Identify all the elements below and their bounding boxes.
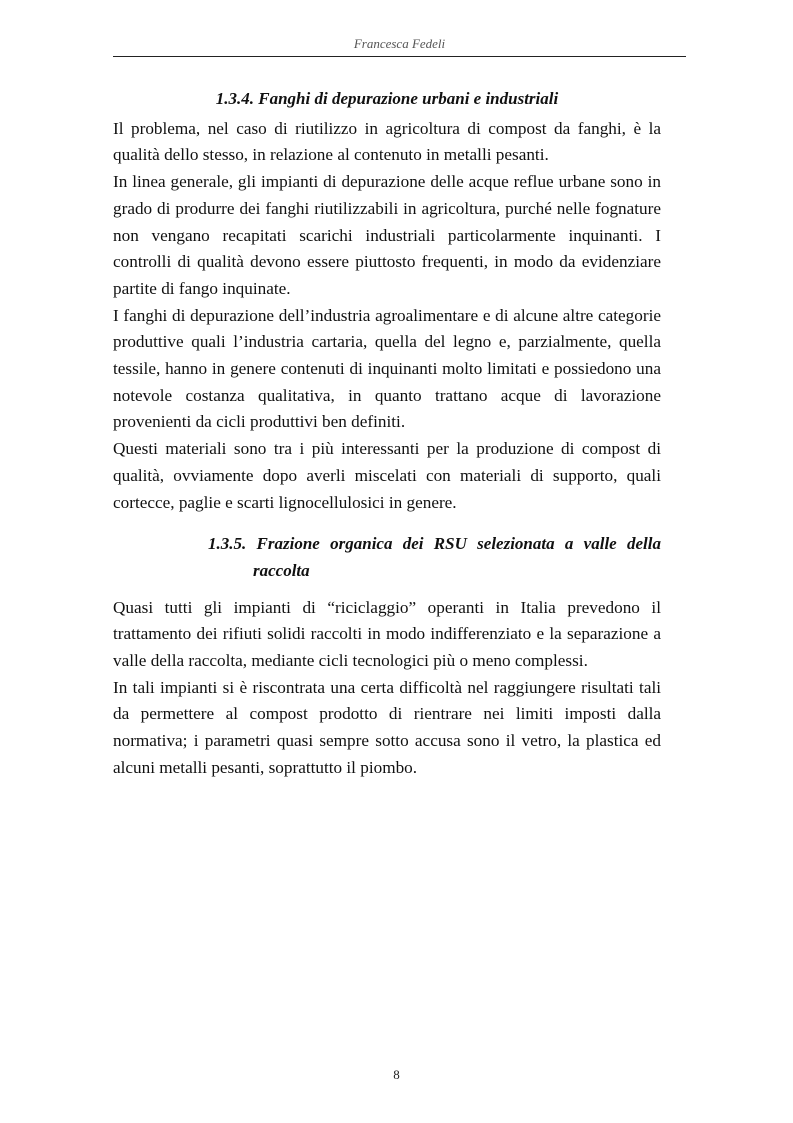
page-number: 8 <box>393 1067 400 1082</box>
paragraph: In tali impianti si è riscontrata una certa difficoltà nel raggiungere risultati tali da permettere al compost prodotto di rientrare nei limiti imposti dalla normativa; i parametri quasi sempre sotto accusa sono il vetro, la plastica ed alcuni metalli pesanti, soprattutto il piombo. <box>113 677 661 777</box>
paragraph: I fanghi di depurazione dell’industria agroalimentare e di alcune altre categorie produttive quali l’industria cartaria, quella del legno e, parzialmente, quella tessile, hanno in genere contenuti di inquinanti molto limitati e possiedono una notevole costanza qualitativa, in quanto trattano acque di lavorazione provenienti da cicli produttivi ben definiti. <box>113 305 661 432</box>
paragraph: Quasi tutti gli impianti di “riciclaggio” operanti in Italia prevedono il trattamento dei rifiuti solidi raccolti in modo indifferenziato e la separazione a valle della raccolta, mediante cicli tecnologici più o meno complessi. <box>113 597 661 671</box>
section-heading-1-3-5: 1.3.5. Frazione organica dei RSU selezionata a valle della raccolta <box>208 534 661 580</box>
paragraph: Il problema, nel caso di riutilizzo in agricoltura di compost da fanghi, è la qualità dello stesso, in relazione al contenuto in metalli pesanti. <box>113 118 661 165</box>
running-header-author: Francesca Fedeli <box>353 36 446 51</box>
paragraph: In linea generale, gli impianti di depurazione delle acque reflue urbane sono in grado di produrre dei fanghi riutilizzabili in agricoltura, purché nelle fognature non vengano recapitati scarichi industriali particolarmente inquinanti. I controlli di qualità devono essere piuttosto frequenti, in modo da evidenziare partite di fango inquinate. <box>113 172 661 298</box>
page-body <box>113 86 661 782</box>
header-divider <box>113 56 686 57</box>
section-heading-1-3-4: 1.3.4. Fanghi di depurazione urbani e industriali <box>215 89 559 108</box>
paragraph: Questi materiali sono tra i più interessanti per la produzione di compost di qualità, ovviamente dopo averli miscelati con materiali di supporto, quali cortecce, paglie e scarti lignocellulosici in genere. <box>113 439 661 512</box>
